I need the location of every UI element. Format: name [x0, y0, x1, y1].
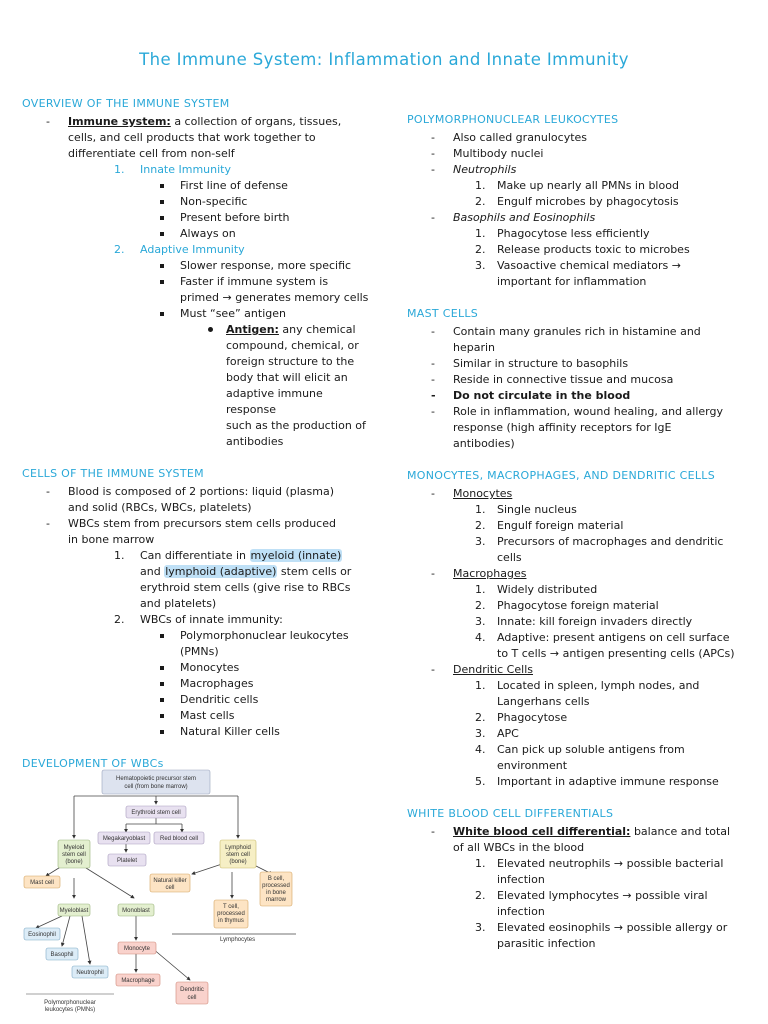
list-item: Must “see” antigen	[22, 306, 374, 322]
node-monoblast: Monoblast	[122, 908, 150, 914]
node-myeloid-3: (bone)	[65, 859, 83, 865]
list-item: (PMNs)	[180, 645, 219, 658]
node-platelet: Platelet	[116, 858, 138, 864]
list-item: Present before birth	[22, 210, 374, 226]
antigen-definition: Antigen: any chemical	[22, 322, 374, 338]
immune-system-definition: - Immune system: a collection of organs, tissues,	[46, 115, 342, 128]
list-item: Slower response, more specific	[22, 258, 374, 274]
node-macrophage: Macrophage	[121, 978, 155, 984]
node-myeloid-2: stem cell	[62, 852, 86, 858]
node-tcell-3: in thymus	[218, 918, 244, 924]
mmd-section: MONOCYTES, MACROPHAGES, AND DENDRITIC CELLS - Monocytes 1. Single nucleus 2. Engulf foreign material 3. Precursors of macrophages and dendritic cells - Macrophages 1. Widely distributed 2. Phagocytose foreign material 3. Innate: kill foreign invaders directly 4. Adaptive: present antigens on cell surface to T cells → antigen presenting cells (APCs) - Dendritic Cells 1. Located in spleen, lymph nodes, and Langerhans cells 2. Phagocytose 3. APC 4. Can pick up soluble antigens from environment 5. Important in adaptive immune response	[407, 468, 757, 790]
diagram-nodes	[24, 770, 292, 1013]
list-item: Macrophages	[22, 676, 374, 692]
node-bcell-4: marrow	[265, 897, 287, 903]
node-lymphoid-2: stem cell	[226, 852, 250, 858]
adaptive-immunity-label: 2. Adaptive Immunity	[114, 243, 245, 256]
cells-heading: CELLS OF THE IMMUNE SYSTEM	[22, 467, 204, 480]
node-myeloblast: Myeloblast	[59, 908, 89, 914]
node-bcell-1: B cell,	[267, 876, 285, 882]
overview-section: OVERVIEW OF THE IMMUNE SYSTEM - Immune system: a collection of organs, tissues, cells, and cell products that work together to differentiate cell from non-self 1. Innate Immunity First line of defense Non-specific Present before birth Always on 2. Adaptive Immunity Slower response, more specific Faster if immune system is primed → generates memory cells Must “see” antigen Antigen: any chemical compound, chemical, or foreign structure to the body that will elicit an adaptive immune response such as the production of antibodies	[22, 96, 374, 450]
node-hsc-2: cell (from bone marrow)	[124, 784, 188, 790]
cells-section: CELLS OF THE IMMUNE SYSTEM - Blood is composed of 2 portions: liquid (plasma) and solid (RBCs, WBCs, platelets) - WBCs stem from precursors stem cells produced in bone marrow 1. Can differentiate in myeloid (innate) and lymphoid (adaptive) stem cells or erythroid stem cells (give rise to RBCs and platelets) 2. WBCs of innate immunity: Polymorphonuclear leukocytes (PMNs) Monocytes Macrophages Dendritic cells Mast cells Natural Killer cells	[22, 466, 374, 740]
node-mast: Mast cell	[30, 880, 54, 886]
label-pmn-2: leukocytes (PMNs)	[44, 1007, 96, 1013]
node-erythroid: Erythroid stem cell	[131, 810, 181, 816]
label-lymphocytes: Lymphocytes	[220, 937, 256, 943]
innate-immunity-label: 1. Innate Immunity	[114, 163, 232, 176]
highlight-myeloid: myeloid (innate)	[250, 549, 342, 562]
node-rbc: Red blood cell	[159, 836, 199, 842]
wbc-development-diagram	[22, 768, 296, 1020]
node-neutrophil: Neutrophil	[76, 970, 104, 976]
overview-heading: OVERVIEW OF THE IMMUNE SYSTEM	[22, 97, 230, 110]
node-hsc-1: Hematopoietic precursor stem	[115, 776, 197, 782]
wbcd-heading: WHITE BLOOD CELL DIFFERENTIALS	[407, 807, 614, 820]
page-title: The Immune System: Inflammation and Innate Immunity	[139, 50, 629, 69]
node-dendritic-1: Dendritic	[180, 987, 204, 993]
node-basophil: Basophil	[50, 952, 74, 958]
node-lymphoid-1: Lymphoid	[225, 845, 251, 851]
list-item: Mast cells	[22, 708, 374, 724]
list-item: First line of defense	[22, 178, 374, 194]
pmn-heading: POLYMORPHONUCLEAR LEUKOCYTES	[407, 113, 619, 126]
node-tcell-1: T cell,	[223, 904, 239, 910]
node-bcell-2: processed	[262, 883, 290, 889]
list-item: Monocytes	[22, 660, 374, 676]
node-bcell-3: in bone	[266, 890, 286, 896]
development-heading: DEVELOPMENT OF WBCs	[22, 757, 164, 770]
mmd-heading: MONOCYTES, MACROPHAGES, AND DENDRITIC CELLS	[407, 469, 716, 482]
list-item: Polymorphonuclear leukocytes	[22, 628, 374, 644]
label-pmn-1: Polymorphonuclear	[44, 1000, 96, 1006]
mast-heading: MAST CELLS	[407, 307, 479, 320]
list-item: primed → generates memory cells	[180, 291, 369, 304]
node-nk-2: cell	[165, 885, 175, 891]
wbc-development-svg	[22, 768, 296, 1020]
list-item: Always on	[22, 226, 374, 242]
node-myeloid-1: Myeloid	[63, 845, 85, 851]
list-item: Dendritic cells	[22, 692, 374, 708]
node-dendritic-2: cell	[187, 995, 197, 1001]
list-item: Faster if immune system is	[22, 274, 374, 290]
node-eosinophil: Eosinophil	[28, 932, 56, 938]
highlight-lymphoid: lymphoid (adaptive)	[165, 565, 277, 578]
wbcd-section: WHITE BLOOD CELL DIFFERENTIALS - White blood cell differential: balance and total of all WBCs in the blood 1. Elevated neutrophils → possible bacterial infection 2. Elevated lymphocytes → possible viral infection 3. Elevated eosinophils → possible allergy or parasitic infection	[407, 806, 757, 952]
node-lymphoid-3: (bone)	[229, 859, 247, 865]
right-column	[407, 112, 757, 968]
node-monocyte: Monocyte	[123, 946, 151, 952]
mast-section: MAST CELLS - Contain many granules rich in histamine and heparin - Similar in structure to basophils - Reside in connective tissue and mucosa - Do not circulate in the blood - Role in inflammation, wound healing, and allergy response (high affinity receptors for IgE antibodies)	[407, 306, 757, 452]
left-column	[22, 96, 374, 788]
pmn-section: POLYMORPHONUCLEAR LEUKOCYTES - Also called granulocytes - Multibody nuclei - Neutrophils 1. Make up nearly all PMNs in blood 2. Engulf microbes by phagocytosis - Basophils and Eosinophils 1. Phagocytose less efficiently 2. Release products toxic to microbes 3. Vasoactive chemical mediators → important for inflammation	[407, 112, 757, 290]
node-tcell-2: processed	[217, 911, 245, 917]
list-item: Natural Killer cells	[22, 724, 374, 740]
node-megakaryoblast: Megakaryoblast	[102, 836, 146, 842]
node-nk-1: Natural killer	[153, 878, 187, 884]
list-item: Non-specific	[22, 194, 374, 210]
